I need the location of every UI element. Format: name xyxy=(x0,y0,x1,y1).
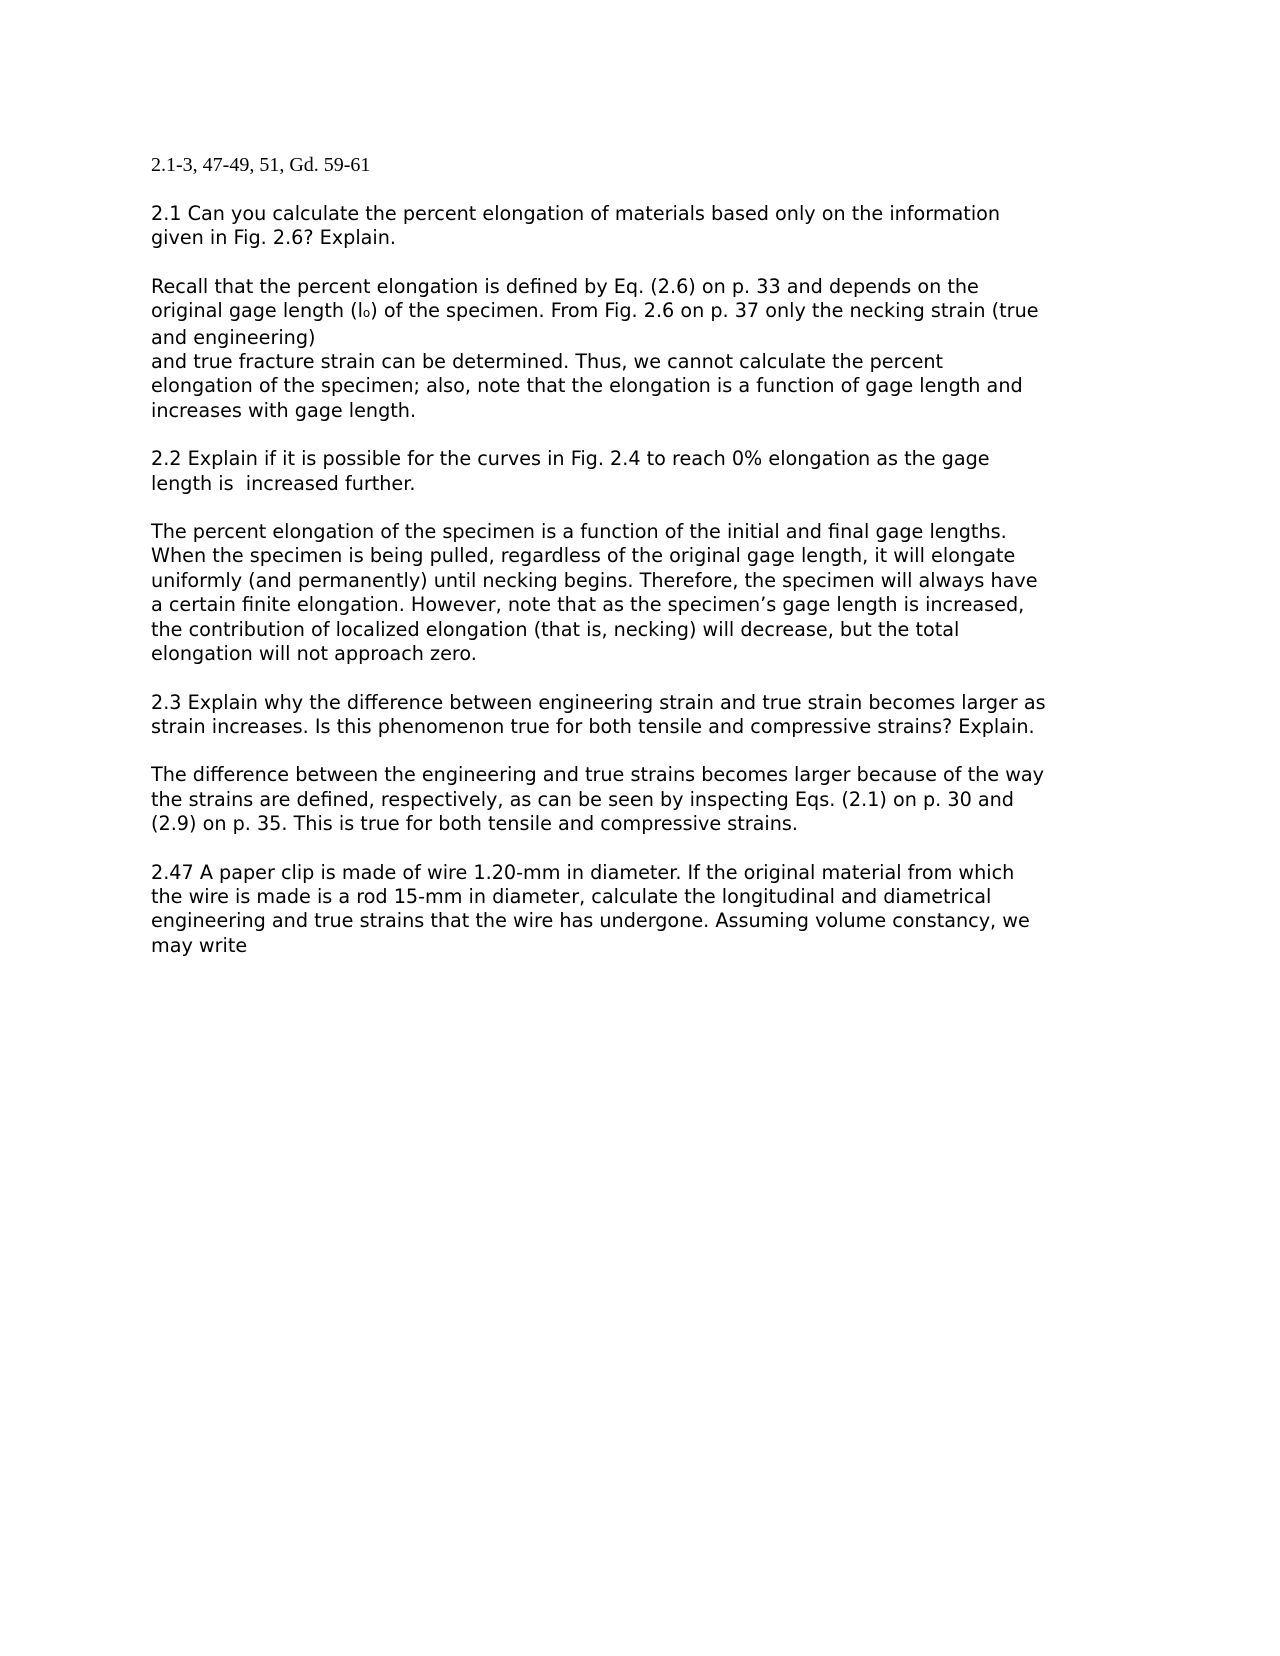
document-content xyxy=(151,152,1136,982)
text-line xyxy=(151,299,1136,325)
text-line: uniformly (and permanently) until necking begins. Therefore, the specimen will always have xyxy=(151,568,1038,592)
text-line: given in Fig. 2.6? Explain. xyxy=(151,226,397,250)
text-line: and true fracture strain can be determined. Thus, we cannot calculate the percent xyxy=(151,350,944,374)
text-line: 2.1 Can you calculate the percent elongation of materials based only on the information xyxy=(151,202,1001,225)
text-line: 2.47 A paper clip is made of wire 1.20-mm in diameter. If the original material from which xyxy=(151,860,1015,884)
text-line: When the specimen is being pulled, regardless of the original gage length, it will elongate xyxy=(151,544,1016,568)
text-line: elongation of the specimen; also, note that the elongation is a function of gage length and xyxy=(151,374,1023,398)
assignment-header: 2.1-3, 47-49, 51, Gd. 59-61 xyxy=(151,154,371,176)
text-line: 2.3 Explain why the difference between engineering strain and true strain becomes larger as xyxy=(151,690,1046,714)
text-line: engineering and true strains that the wire has undergone. Assuming volume constancy, we xyxy=(151,909,1030,933)
text-line: The difference between the engineering and true strains becomes larger because of the way xyxy=(151,763,1045,787)
text-line: 2.2 Explain if it is possible for the curves in Fig. 2.4 to reach 0% elongation as the gage xyxy=(151,447,990,471)
question-2-47 xyxy=(151,861,1136,959)
text-line: elongation will not approach zero. xyxy=(151,642,477,666)
question-2-3 xyxy=(151,691,1136,740)
text-line: The percent elongation of the specimen is a function of the initial and final gage lengths. xyxy=(151,520,1007,544)
text-fragment: original gage length (l xyxy=(151,299,363,323)
text-line: (2.9) on p. 35. This is true for both tensile and compressive strains. xyxy=(151,812,798,836)
text-line: the contribution of localized elongation (that is, necking) will decrease, but the total xyxy=(151,617,960,641)
subscript-o: o xyxy=(362,306,371,321)
text-fragment: ) of the specimen. From Fig. 2.6 on p. 37 only the necking strain (true xyxy=(370,299,1039,323)
text-line: Recall that the percent elongation is defined by Eq. (2.6) on p. 33 and depends on the xyxy=(151,274,979,298)
text-line: may write xyxy=(151,933,248,957)
text-line: and engineering) xyxy=(151,325,316,349)
text-line: the wire is made is a rod 15-mm in diameter, calculate the longitudinal and diametrical xyxy=(151,884,992,908)
question-2-2 xyxy=(151,447,1136,496)
answer-2-1 xyxy=(151,275,1136,423)
answer-2-2 xyxy=(151,520,1136,666)
question-2-1 xyxy=(151,202,1136,251)
answer-2-3 xyxy=(151,763,1136,836)
text-line: increases with gage length. xyxy=(151,398,417,422)
text-line: strain increases. Is this phenomenon true for both tensile and compressive strains? Explain. xyxy=(151,714,1035,738)
text-line: the strains are defined, respectively, as can be seen by inspecting Eqs. (2.1) on p. 30 and xyxy=(151,787,1014,811)
text-line: length is increased further. xyxy=(151,471,416,495)
text-line: a certain finite elongation. However, note that as the specimen’s gage length is increased, xyxy=(151,593,1025,617)
